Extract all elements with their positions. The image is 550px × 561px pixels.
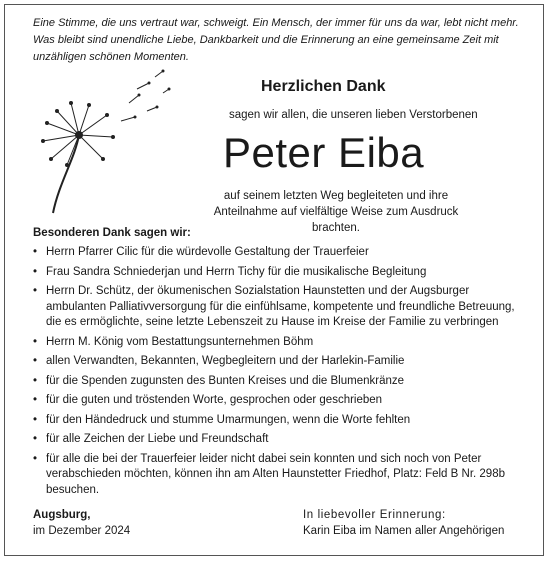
list-item: • für die guten und tröstenden Worte, gesprochen oder geschrieben (33, 393, 525, 409)
date: im Dezember 2024 (33, 525, 131, 537)
list-item: • für die Spenden zugunsten des Bunten Kreises und die Blumenkränze (33, 374, 525, 390)
deceased-name: Peter Eiba (223, 129, 425, 176)
intro-text: Eine Stimme, die uns vertraut war, schweigt. Ein Mensch, der immer für uns da war, lebt nicht mehr. Was bleibt sind unendliche Liebe, Dankbarkeit und die Erinnerung an eine gemeinsame Zeit mit unzähligen schönen Momenten. (33, 17, 519, 63)
list-item: • für alle die bei der Trauerfeier leider nicht dabei sein konnten und sich noch von Peter verabschieden möchten, können ihn am Alten Haunstetter Friedhof, Platz: Feld B Nr. 298b besuchen. (33, 452, 505, 496)
subheading-bottom: auf seinem letzten Weg begleiteten und ihre Anteilnahme auf vielfältige Weise zum Ausdruck brachten. (213, 190, 459, 234)
list-item: • Herrn M. König vom Bestattungsunternehmen Böhm (33, 335, 525, 351)
bullet: • (33, 335, 38, 348)
list-item: • Frau Sandra Schniederjan und Herrn Tichy für die musikalische Begleitung (33, 265, 525, 281)
bullet: • (33, 355, 38, 367)
bullet: • (33, 285, 38, 297)
list-item: • Herrn Dr. Schütz, der ökumenischen Sozialstation Haunstetten und der Augsburger ambulanten Palliativversorgung für die einfühlsame, kompetente und freundliche Betreuung, die es ermöglichte, seine letzte Lebenszeit zu Hause im Kreise der Familie zu verbringen (33, 285, 515, 328)
bullet: • (33, 246, 38, 258)
obituary-card (4, 4, 544, 556)
place: Augsburg, (33, 509, 91, 521)
bullet: • (33, 413, 38, 426)
bullet: • (33, 433, 38, 445)
signature-name: Karin Eiba im Namen aller Angehörigen (303, 525, 505, 537)
signature-intro: In liebevoller Erinnerung: (303, 509, 446, 521)
subheading-top: sagen wir allen, die unseren lieben Verstorbenen (229, 109, 478, 121)
list-item: • für den Händedruck und stumme Umarmungen, wenn die Worte fehlten (33, 413, 525, 429)
dandelion-icon (37, 63, 177, 218)
bullet: • (33, 394, 38, 406)
list-item: • für alle Zeichen der Liebe und Freundschaft (33, 432, 525, 448)
list-item: • Herrn Pfarrer Cilic für die würdevolle Gestaltung der Trauerfeier (33, 245, 525, 261)
bullet: • (33, 452, 38, 465)
thanks-list (33, 245, 525, 502)
thanks-title: Besonderen Dank sagen wir: (33, 227, 191, 239)
bullet: • (33, 374, 38, 387)
list-item: • allen Verwandten, Bekannten, Wegbegleitern und der Harlekin-Familie (33, 354, 525, 370)
bullet: • (33, 265, 38, 278)
heading: Herzlichen Dank (261, 78, 386, 95)
